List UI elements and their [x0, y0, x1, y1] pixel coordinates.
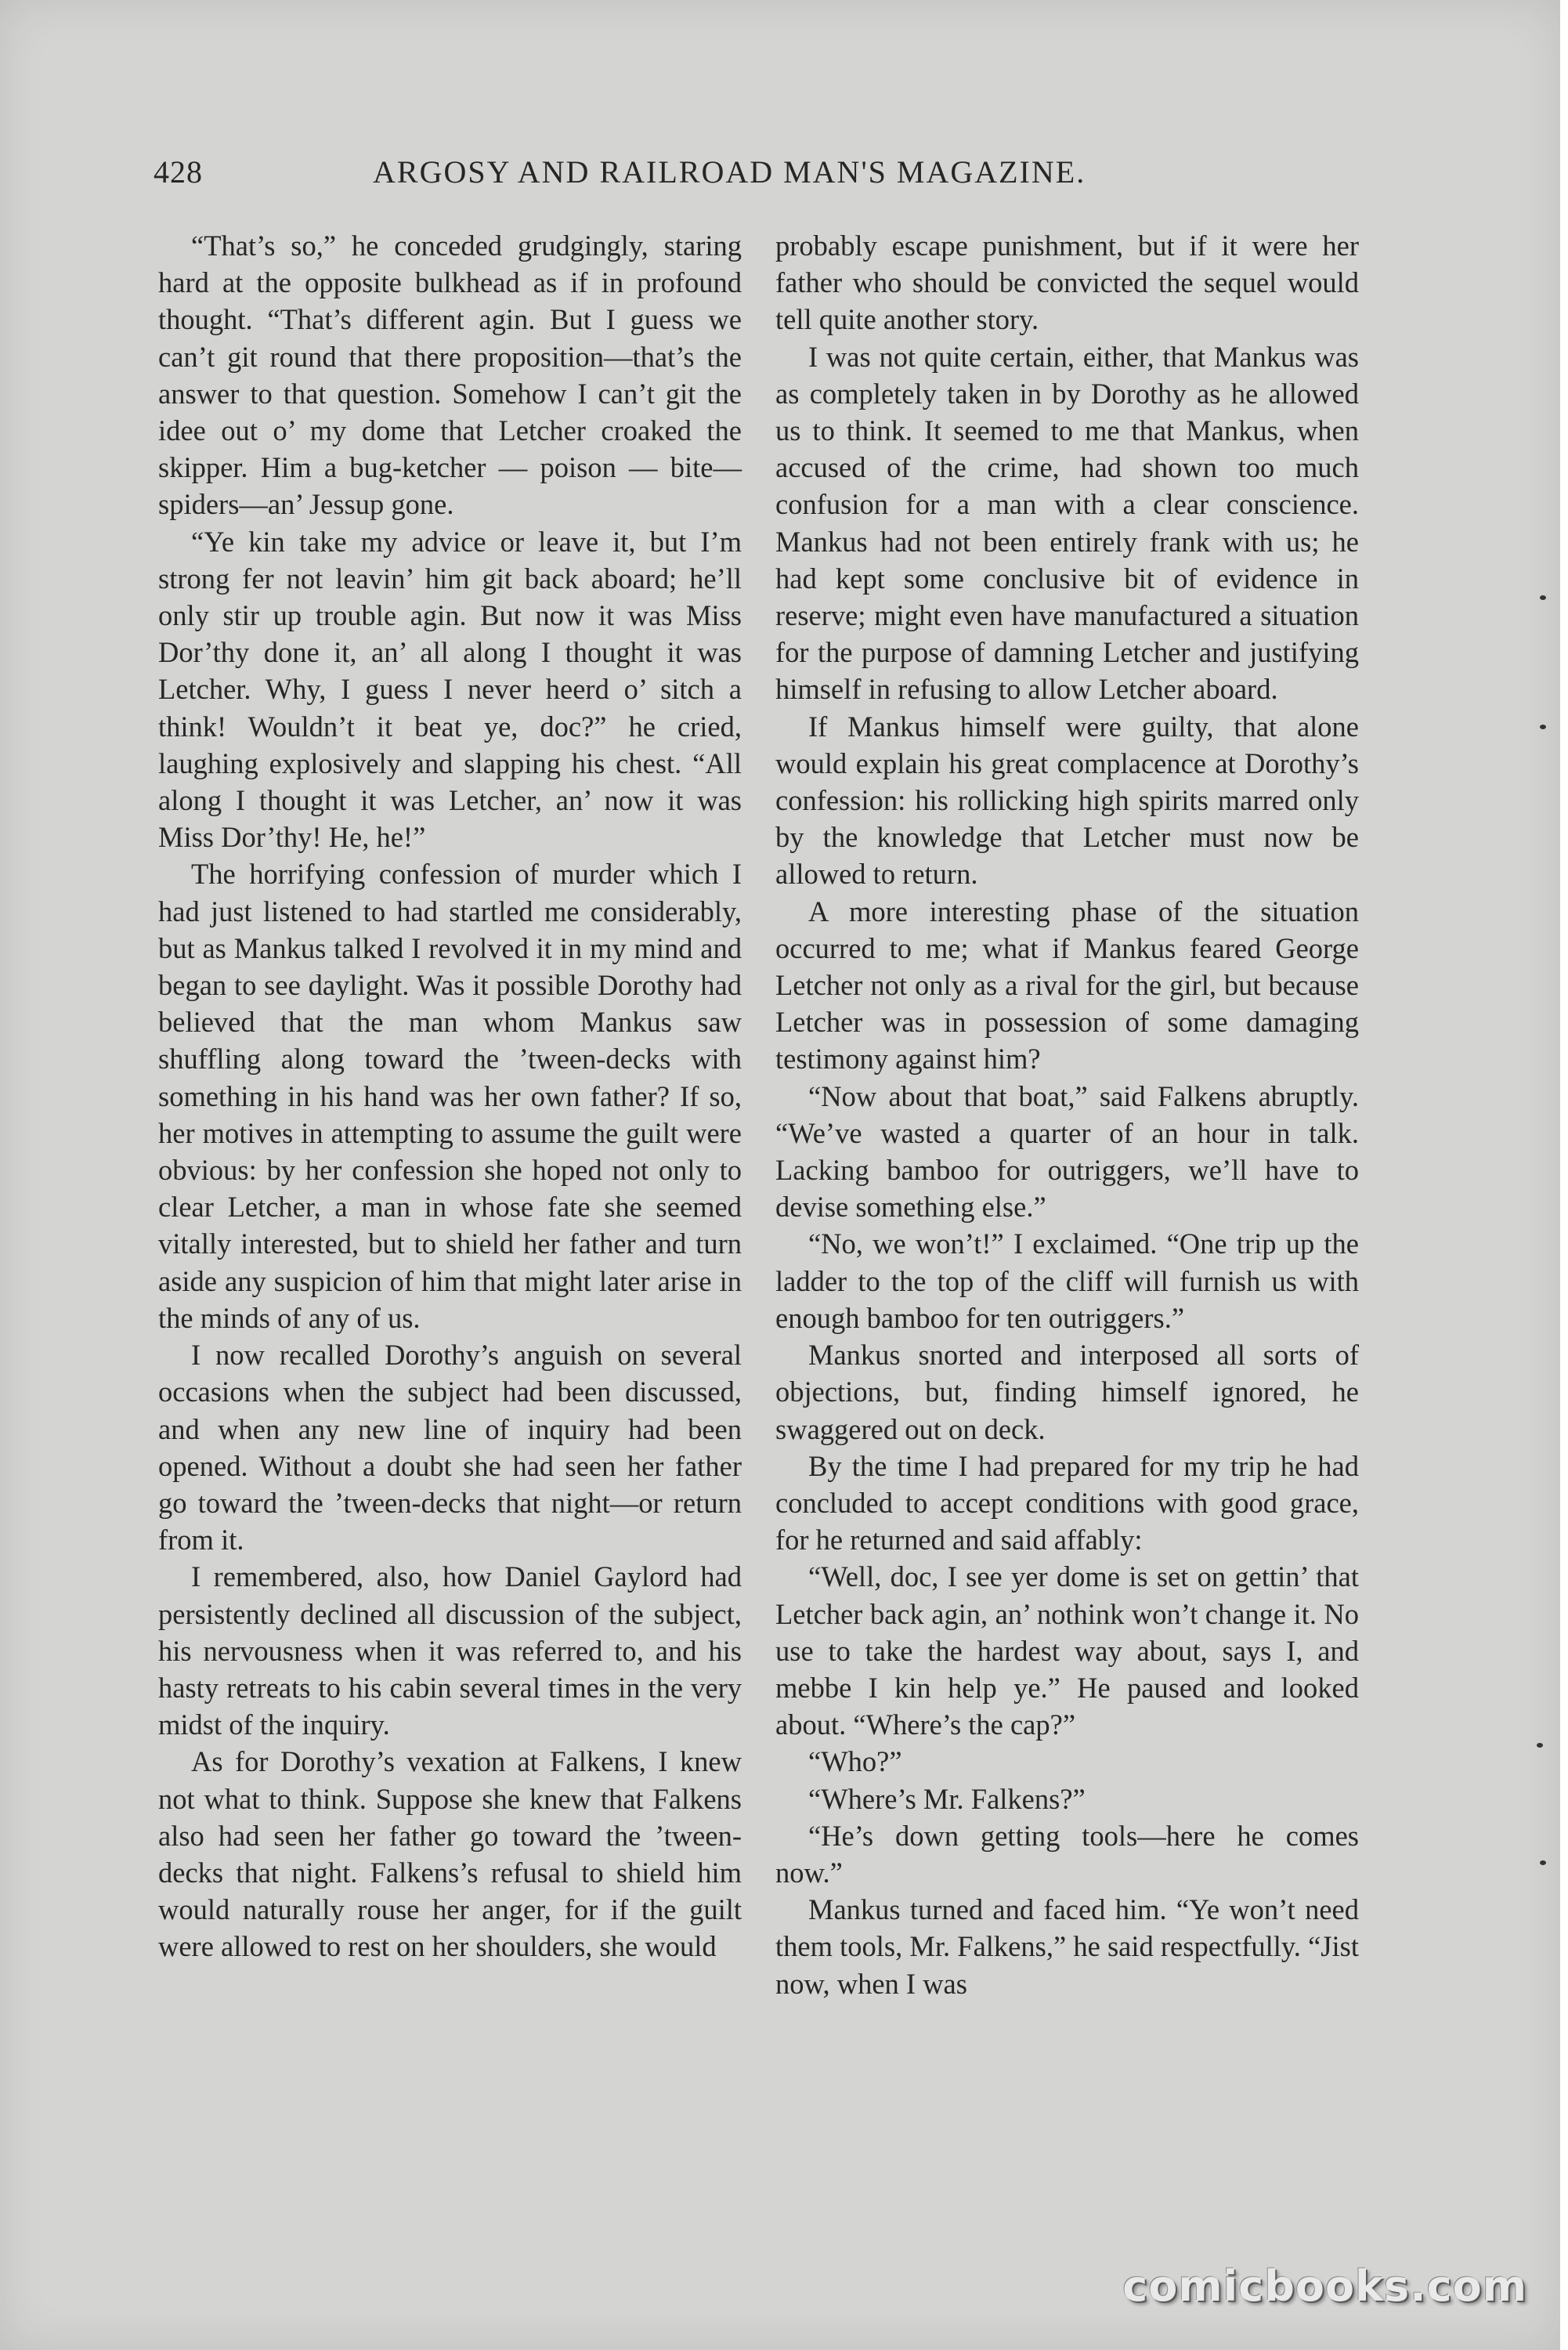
- paragraph: I was not quite certain, either, that Mankus was as completely taken in by Dorothy as he allowed us to think. It seemed to me that Mankus, when accused of the crime, had shown too much confusion for a man with a clear conscience. Mankus had not been entirely frank with us; he had kept some conclusive bit of evidence in reserve; might even have manufactured a situation for the purpose of damning Letcher and justifying himself in refusing to allow Letcher aboard.: [775, 340, 1359, 706]
- running-title: ARGOSY AND RAILROAD MAN'S MAGAZINE.: [373, 154, 1086, 190]
- paragraph: “That’s so,” he conceded grudgingly, staring hard at the opposite bulkhead as if in profound thought. “That’s different agin. But I guess we can’t git round that there proposition—that’s the answer to that question. Somehow I can’t git the idee out o’ my dome that Letcher croaked the skipper. Him a bug-ketcher — poison — bite—spiders—an’ Jessup gone.: [158, 230, 742, 521]
- paragraph: “Well, doc, I see yer dome is set on gettin’ that Letcher back agin, an’ nothink won’t change it. No use to take the hardest way about, says I, and mebbe I kin help ye.” He paused and looked about. “Where’s the cap?”: [775, 1560, 1359, 1741]
- paragraph: “Now about that boat,” said Falkens abruptly. “We’ve wasted a quarter of an hour in talk. Lacking bamboo for outriggers, we’ll have to devise something else.”: [775, 1079, 1359, 1224]
- paragraph: By the time I had prepared for my trip he had concluded to accept conditions with good grace, for he returned and said affably:: [775, 1449, 1359, 1556]
- binding-hole-mark: [1540, 1860, 1546, 1865]
- left-column: [158, 227, 742, 1965]
- paragraph: The horrifying confession of murder which I had just listened to had startled me considerably, but as Mankus talked I revolved it in my mind and began to see daylight. Was it possible Dorothy had believed that the man whom Mankus saw shuffling along toward the ’tween-decks with something in his hand was her own father? If so, her motives in attempting to assume the guilt were obvious: by her confession she hoped not only to clear Letcher, a man in whose fate she seemed vitally interested, but to shield her father and turn aside any suspicion of him that might later arise in the minds of any of us.: [158, 858, 742, 1334]
- paragraph: Mankus snorted and interposed all sorts of objections, but, finding himself ignored, he swaggered out on deck.: [775, 1339, 1359, 1445]
- paragraph: Mankus turned and faced him. “Ye won’t need them tools, Mr. Falkens,” he said respectfully. “Jist now, when I was: [775, 1893, 1359, 2000]
- watermark-logo: comicbooks.com: [1122, 2261, 1527, 2311]
- paragraph: A more interesting phase of the situation occurred to me; what if Mankus feared George Letcher not only as a rival for the girl, but because Letcher was in possession of some damaging testimony against him?: [775, 895, 1359, 1076]
- paragraph: If Mankus himself were guilty, that alone would explain his great complacence at Dorothy’s confession: his rollicking high spirits marred only by the knowledge that Letcher must now be allowed to return.: [775, 710, 1359, 891]
- binding-hole-mark: [1537, 1743, 1543, 1748]
- paragraph: “Ye kin take my advice or leave it, but I’m strong fer not leavin’ him git back aboard; he’ll only stir up trouble agin. But now it was Miss Dor’thy done it, an’ all along I thought it was Letcher. Why, I guess I never heerd o’ sitch a think! Wouldn’t it beat ye, doc?” he cried, laughing explosively and slapping his chest. “All along I thought it was Letcher, an’ now it was Miss Dor’thy! He, he!”: [158, 525, 742, 854]
- paragraph: “He’s down getting tools—here he comes now.”: [775, 1819, 1359, 1889]
- paragraph: “Who?”: [808, 1745, 902, 1778]
- paragraph: As for Dorothy’s vexation at Falkens, I knew not what to think. Suppose she knew that Falkens also had seen her father go toward the ’tween-decks that night. Falkens’s refusal to shield him would naturally rouse her anger, for if the guilt were allowed to rest on her shoulders, she would: [158, 1745, 742, 1963]
- paragraph: I now recalled Dorothy’s anguish on several occasions when the subject had been discussed, and when any new line of inquiry had been opened. Without a doubt she had seen her father go toward the ’tween-decks that night—or return from it.: [158, 1339, 742, 1556]
- right-column: [775, 227, 1359, 2002]
- paragraph: “No, we won’t!” I exclaimed. “One trip up the ladder to the top of the cliff will furnish us with enough bamboo for ten outriggers.”: [775, 1227, 1359, 1334]
- paragraph: “Where’s Mr. Falkens?”: [808, 1782, 1086, 1815]
- binding-hole-mark: [1540, 595, 1546, 600]
- page-edge: [1560, 0, 1568, 2350]
- page-header: [154, 154, 1375, 201]
- paragraph: I remembered, also, how Daniel Gaylord had persistently declined all discussion of the subject, his nervousness when it was referred to, and his hasty retreats to his cabin several times in the very midst of the inquiry.: [158, 1560, 742, 1741]
- binding-hole-mark: [1540, 725, 1546, 729]
- page-number: 428: [154, 154, 203, 190]
- paragraph: probably escape punishment, but if it were her father who should be convicted the sequel would tell quite another story.: [775, 230, 1359, 336]
